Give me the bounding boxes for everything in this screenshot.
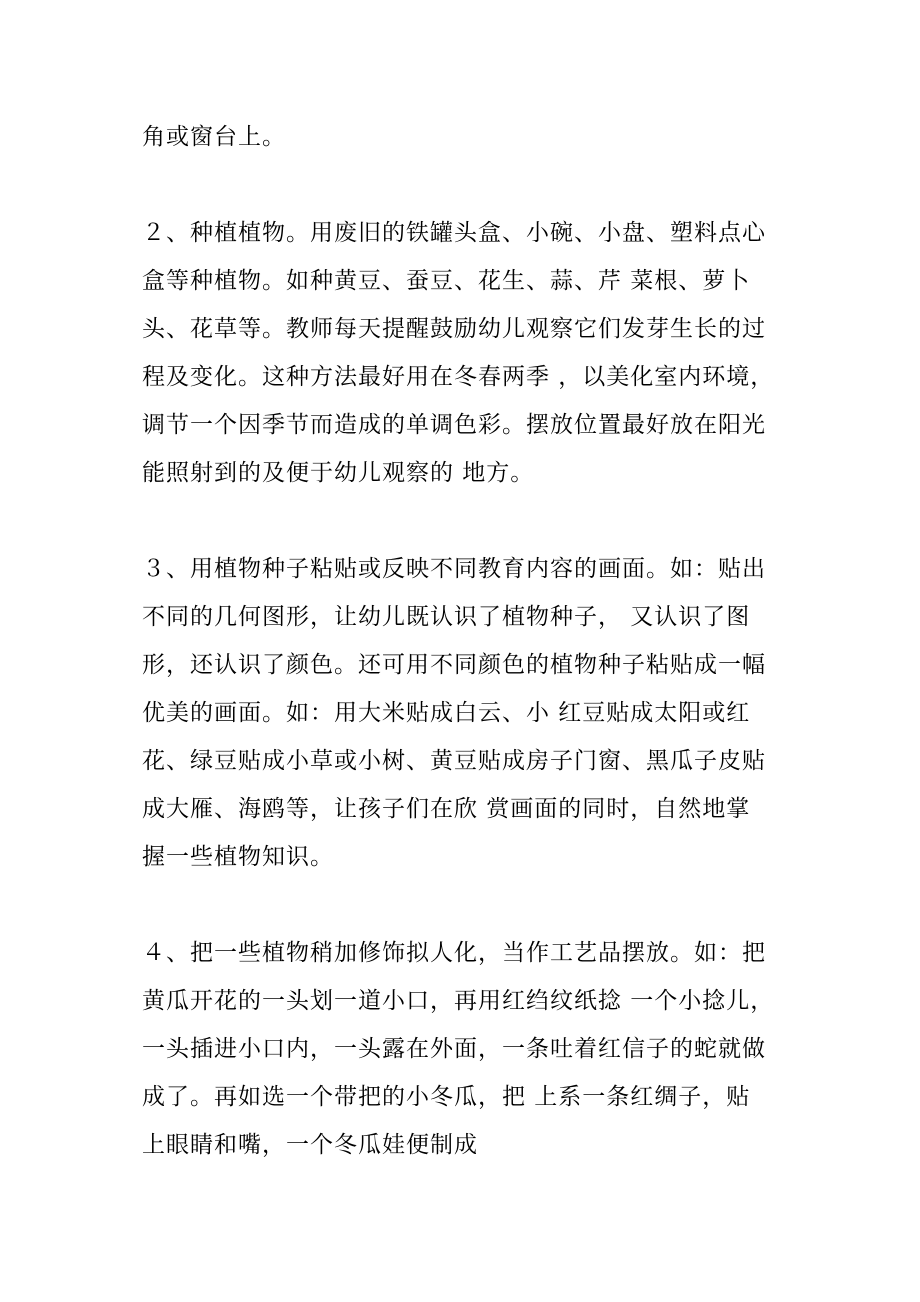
paragraph-3-line-6: 成大雁、海鸥等，让孩子们在欣 赏画面的同时，自然地掌 <box>142 796 751 822</box>
paragraph-3-line-5: 花、绿豆贴成小草或小树、黄豆贴成房子门窗、黑瓜子皮贴 <box>142 748 766 774</box>
paragraph-2-line-2: 盒等种植物。如种黄豆、蚕豆、花生、蒜、芹 菜根、萝卜 <box>142 268 751 294</box>
paragraph-3-line-1: ３、用植物种子粘贴或反映不同教育内容的画面。如：贴出 <box>142 556 766 582</box>
paragraph-4-line-1: ４、把一些植物稍加修饰拟人化，当作工艺品摆放。如：把 <box>142 940 766 966</box>
paragraph-2-line-4: 程及变化。这种方法最好用在冬春两季 ，以美化室内环境， <box>142 364 775 390</box>
paragraph-4-line-4: 成了。再如选一个带把的小冬瓜，把 上系一条红绸子，贴 <box>142 1084 751 1110</box>
paragraph-3-line-4: 优美的画面。如：用大米贴成白云、小 红豆贴成太阳或红 <box>142 700 751 726</box>
paragraph-2-line-1: ２、种植植物。用废旧的铁罐头盒、小碗、小盘、塑料点心 <box>142 220 766 246</box>
paragraph-2-line-3: 头、花草等。教师每天提醒鼓励幼儿观察它们发芽生长的过 <box>142 316 766 342</box>
paragraph-3-line-3: 形，还认识了颜色。还可用不同颜色的植物种子粘贴成一幅 <box>142 652 766 678</box>
paragraph-2-line-6: 能照射到的及便于幼儿观察的 地方。 <box>142 460 535 486</box>
paragraph-2-line-5: 调节一个因季节而造成的单调色彩。摆放位置最好放在阳光 <box>142 412 766 438</box>
paragraph-3-line-7: 握一些植物知识。 <box>142 844 334 870</box>
paragraph-4-line-2: 黄瓜开花的一头划一道小口，再用红绉纹纸捻 一个小捻儿， <box>142 988 775 1014</box>
paragraph-4-line-5: 上眼睛和嘴，一个冬瓜娃便制成 <box>142 1132 478 1158</box>
paragraph-3-line-2: 不同的几何图形，让幼儿既认识了植物种子， 又认识了图 <box>142 604 751 630</box>
paragraph-4-line-3: 一头插进小口内，一头露在外面，一条吐着红信子的蛇就做 <box>142 1036 766 1062</box>
paragraph-1-line-1: 角或窗台上。 <box>142 124 286 150</box>
